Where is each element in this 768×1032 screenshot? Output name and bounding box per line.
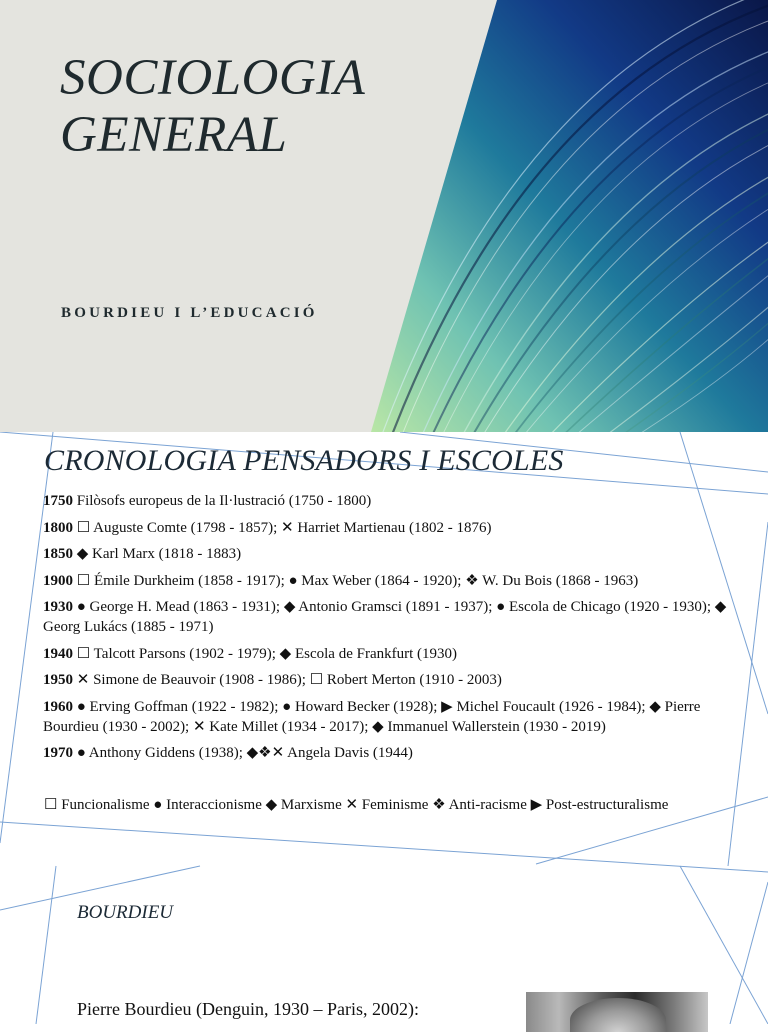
timeline-entry-1800 xyxy=(43,518,733,538)
timeline-text: ● George H. Mead (1863 - 1931); ◆ Antonio Gramsci (1891 - 1937); ● Escola de Chicago (1920 - 1930); ◆ Georg Lukács (1885 - 1971) xyxy=(43,599,727,635)
timeline-entry-1750 xyxy=(43,491,733,511)
timeline-year: 1960 xyxy=(43,698,73,715)
timeline-text: ● Anthony Giddens (1938); ◆❖✕ Angela Davis (1944) xyxy=(76,745,413,761)
cover-title: SOCIOLOGIA GENERAL xyxy=(60,50,366,163)
timeline-year: 1900 xyxy=(43,572,73,589)
timeline-text: ☐ Émile Durkheim (1858 - 1917); ● Max Weber (1864 - 1920); ❖ W. Du Bois (1868 - 1963) xyxy=(76,572,639,589)
timeline-year: 1940 xyxy=(43,645,73,662)
timeline-text: ☐ Auguste Comte (1798 - 1857); ✕ Harriet Martienau (1802 - 1876) xyxy=(76,519,492,536)
timeline-entry-1850 xyxy=(43,544,733,564)
timeline-entry-1950 xyxy=(43,670,733,690)
timeline-year: 1750 xyxy=(43,493,73,509)
timeline-year: 1950 xyxy=(43,672,73,688)
timeline-entry-1940 xyxy=(43,644,733,664)
cover-section xyxy=(0,0,768,432)
school-legend: ☐ Funcionalisme ● Interaccionisme ◆ Marxisme ✕ Feminisme ❖ Anti-racisme ▶ Post-estructuralisme xyxy=(44,797,669,813)
bourdieu-photo xyxy=(526,992,708,1032)
timeline-entry-1930 xyxy=(43,597,733,637)
timeline-year: 1850 xyxy=(43,546,73,562)
chronology-heading: CRONOLOGIA PENSADORS I ESCOLES xyxy=(44,444,564,477)
timeline-entry-1900 xyxy=(43,571,733,591)
timeline-text: ✕ Simone de Beauvoir (1908 - 1986); ☐ Robert Merton (1910 - 2003) xyxy=(76,672,502,688)
timeline-text: ☐ Talcott Parsons (1902 - 1979); ◆ Escola de Frankfurt (1930) xyxy=(76,645,458,662)
timeline-year: 1930 xyxy=(43,599,73,615)
bourdieu-intro: Pierre Bourdieu (Denguin, 1930 – Paris, 2002): xyxy=(77,999,419,1019)
chronology-list xyxy=(43,491,733,770)
timeline-entry-1960 xyxy=(43,697,733,737)
timeline-year: 1800 xyxy=(43,519,73,536)
cover-subtitle: BOURDIEU I L’EDUCACIÓ xyxy=(61,305,318,321)
timeline-text: ● Erving Goffman (1922 - 1982); ● Howard Becker (1928); ▶ Michel Foucault (1926 - 1984); ◆ Pierre Bourdieu (1930 - 2002); ✕ Kate Millet (1934 - 2017); ◆ Immanuel Wallerstein (1930 - 2019) xyxy=(43,698,701,735)
timeline-year: 1970 xyxy=(43,745,73,761)
timeline-entry-1970 xyxy=(43,743,733,763)
timeline-text: ◆ Karl Marx (1818 - 1883) xyxy=(76,546,242,562)
timeline-text: Filòsofs europeus de la Il·lustració (1750 - 1800) xyxy=(76,493,372,509)
bourdieu-heading: BOURDIEU xyxy=(77,902,174,923)
photo-portrait-shape xyxy=(570,998,666,1032)
